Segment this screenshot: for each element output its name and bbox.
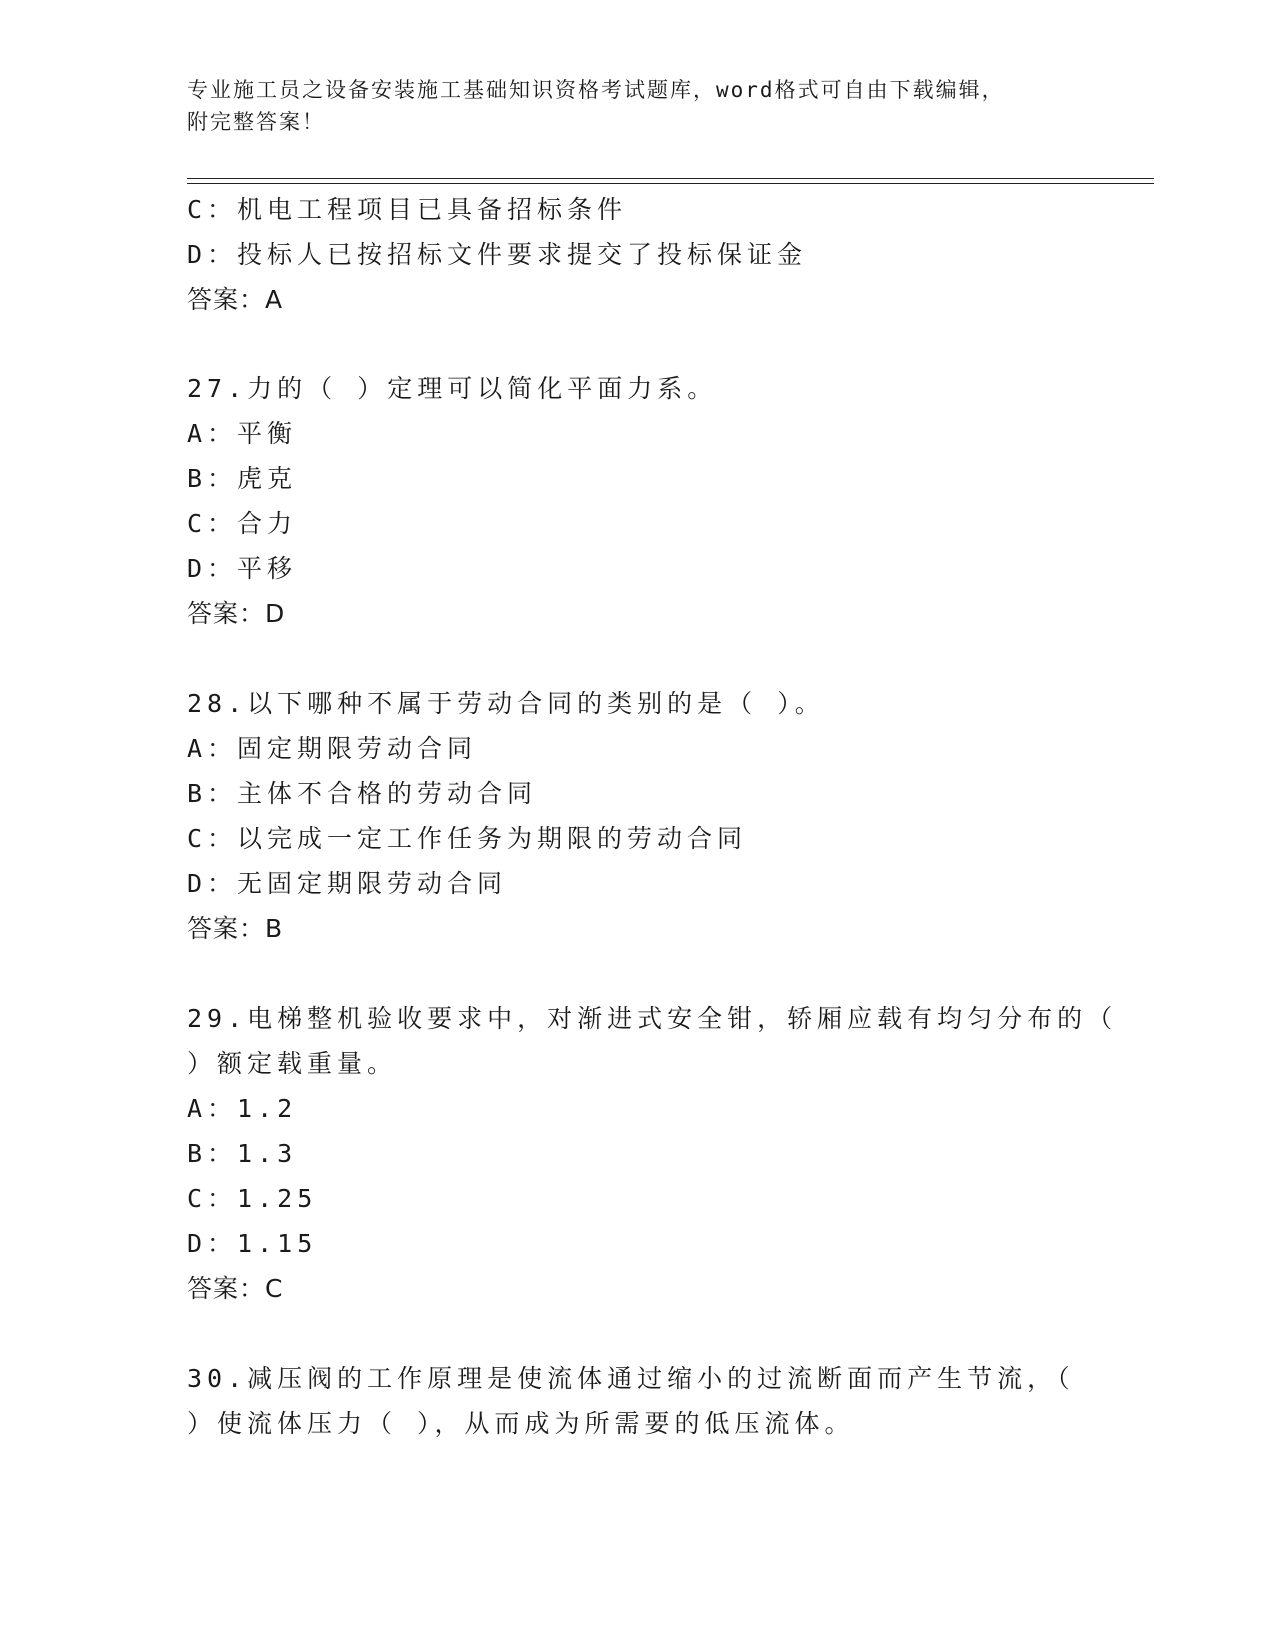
question-27: 27.力的（ ）定理可以简化平面力系。 [187,374,718,403]
answer: 答案：A [187,285,284,314]
option-a: A：平衡 [187,419,298,448]
header-line-1: 专业施工员之设备安装施工基础知识资格考试题库，word格式可自由下载编辑， [187,78,1005,102]
option-d: D：1.15 [187,1229,318,1258]
question-28: 28.以下哪种不属于劳动合同的类别的是（ ）。 [187,689,825,718]
question-29: 29.电梯整机验收要求中，对渐进式安全钳，轿厢应载有均匀分布的（ [187,1004,1118,1033]
answer: 答案：D [187,599,286,628]
option-a: A：1.2 [187,1094,298,1123]
answer: 答案：B [187,914,284,943]
option-d: D：投标人已按招标文件要求提交了投标保证金 [187,240,808,269]
option-b: B：主体不合格的劳动合同 [187,779,538,808]
option-a: A：固定期限劳动合同 [187,734,478,763]
option-d: D：平移 [187,554,298,583]
option-b: B：1.3 [187,1139,298,1168]
option-c: C：合力 [187,509,298,538]
answer: 答案：C [187,1274,284,1303]
option-d: D：无固定期限劳动合同 [187,869,508,898]
document-header [187,74,1087,138]
question-30-continued: ）使流体压力（ ），从而成为所需要的低压流体。 [187,1409,855,1438]
option-c: C：机电工程项目已具备招标条件 [187,195,628,224]
question-30: 30.减压阀的工作原理是使流体通过缩小的过流断面而产生节流，（ [187,1364,1075,1393]
question-29-continued: ）额定载重量。 [187,1049,398,1078]
option-c: C：1.25 [187,1184,318,1213]
header-divider-bottom [187,183,1154,184]
option-c: C：以完成一定工作任务为期限的劳动合同 [187,824,748,853]
header-divider-top [187,178,1154,179]
header-line-2: 附完整答案！ [187,110,325,134]
option-b: B：虎克 [187,464,298,493]
